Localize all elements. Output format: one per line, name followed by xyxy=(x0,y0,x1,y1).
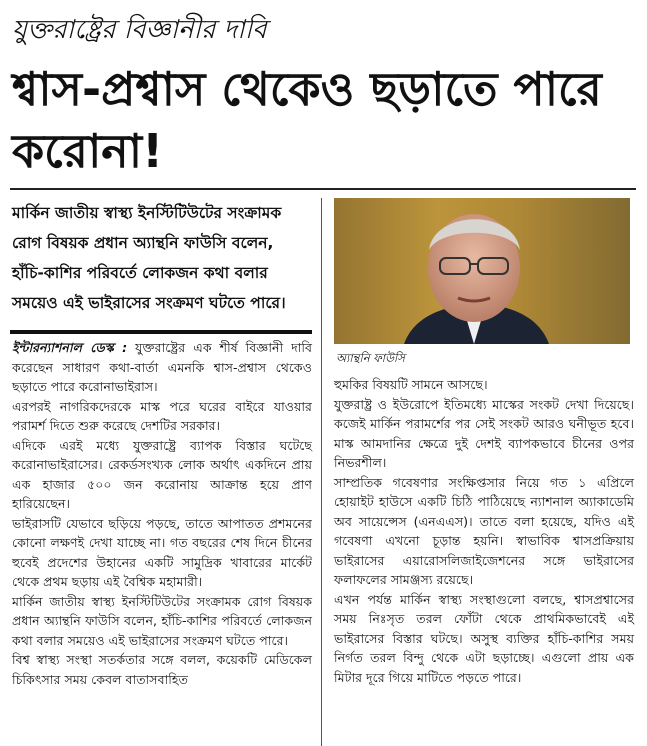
portrait-illustration xyxy=(334,198,630,344)
byline: ইন্টারন্যাশনাল ডেস্ক : xyxy=(12,340,128,355)
paragraph: বিশ্ব স্বাস্থ্য সংস্থা সতর্কতার সঙ্গে বলল, কয়েকটি মেডিকেল চিকিৎসার সময় কেবল বাতাসবাহিত xyxy=(12,652,312,687)
paragraph: হুমকির বিষয়টি সামনে আসছে। xyxy=(334,377,488,392)
portrait-photo xyxy=(334,198,630,344)
photo-caption: অ্যান্থনি ফাউসি xyxy=(336,351,405,365)
lead-summary: মার্কিন জাতীয় স্বাস্থ্য ইনস্টিটিউটের সংক্রামক রোগ বিষয়ক প্রধান অ্যান্থনি ফাউসি বলেন, হাঁচি-কাশির পরিবর্তে লোকজন কথা বলার সময়েও এই ভাইরাসের সংক্রমণ ঘটতে পারে। xyxy=(12,204,286,312)
column-divider xyxy=(321,198,322,746)
paragraph: এদিকে এরই মধ্যে যুক্তরাষ্ট্রে ব্যাপক বিস্তার ঘটেছে করোনাভাইরাসের। রেকর্ডসংখ্যক লোক অর্থাৎ একদিনে প্রায় এক হাজার ৫০০ জন করোনায় আক্রান্ত হয়ে প্রাণ হারিয়েছেন। xyxy=(12,437,312,511)
paragraph: সাম্প্রতিক গবেষণার সংক্ষিপ্তসার নিয়ে গত ১ এপ্রিলে হোয়াইট হাউসে একটি চিঠি পাঠিয়েছে ন্যাশনাল অ্যাকাডেমি অব সায়েন্সেস (এনএএস)। তাতে বলা হয়েছে, যদিও এই গবেষণা এখনো চূড়ান্ত হয়নি। স্বাভাবিক শ্বাসপ্রক্রিয়ায় ভাইরাসের এয়ারোসলিজাইজেশনের সঙ্গে ভাইরাসের ফলাফলের সামঞ্জস্য রয়েছে। xyxy=(334,474,634,587)
paragraph: ভাইরাসটি যেভাবে ছড়িয়ে পড়ছে, তাতে আপাতত প্রশমনের কোনো লক্ষণই দেখা যাচ্ছে না। গত বছরের শেষ দিনে চীনের হুবেই প্রদেশের উহানের একটি সামুদ্রিক খাবারের মার্কেট থেকে প্রথম ছড়ায় এই বৈশ্বিক মহামারী। xyxy=(12,515,312,589)
headline: শ্বাস-প্রশ্বাস থেকেও ছড়াতে পারে করোনা! xyxy=(12,62,602,178)
lead-divider xyxy=(10,330,312,334)
headline-divider xyxy=(10,188,636,190)
kicker: যুক্তরাষ্ট্রের বিজ্ঞানীর দাবি xyxy=(12,15,267,45)
paragraph: এখন পর্যন্ত মার্কিন স্বাস্থ্য সংস্থাগুলো বলছে, শ্বাসপ্রশ্বাসের সময় নিঃসৃত তরল ফোঁটা থেকে প্রাথমিকভাবেই এই ভাইরাসের বিস্তার ঘটছে। অসুস্থ ব্যক্তির হাঁচি-কাশির সময় নির্গত তরল বিন্দু থেকে এটা ছড়াচ্ছে। এগুলো প্রায় এক মিটার দূরে গিয়ে মাটিতে পড়তে পারে। xyxy=(334,591,634,685)
paragraph: যুক্তরাষ্ট্র ও ইউরোপে ইতিমধ্যে মাস্কের সংকট দেখা দিয়েছে। কজেই মার্কিন পরামর্শের পর সেই সংকট আরও ঘনীভূত হবে। মাস্ক আমদানির ক্ষেত্রে দুই দেশই ব্যাপকভাবে চীনের ওপর নিভরশীল। xyxy=(334,396,634,470)
article-column-right xyxy=(334,375,634,687)
paragraph: মার্কিন জাতীয় স্বাস্থ্য ইনস্টিটিউটের সংক্রামক রোগ বিষয়ক প্রধান অ্যান্থনি ফাউসি বলেন, হাঁচি-কাশির পরিবর্তে লোকজন কথা বলার সময়েও এই ভাইরাসের সংক্রমণ ঘটতে পারে। xyxy=(12,593,312,648)
article-column-left xyxy=(12,338,312,689)
paragraph xyxy=(12,338,312,397)
paragraph: এরপরই নাগরিকদেরকে মাস্ক পরে ঘরের বাইরে যাওয়ার পরামর্শ দিতে শুরু করেছে দেশটির সরকার। xyxy=(12,398,312,433)
paragraph-text: যুক্তরাষ্ট্রের এক শীর্ষ বিজ্ঞানী দাবি করেছেন সাধারণ কথা-বার্তা এমনকি শ্বাস-প্রশ্বাস থেকেও ছড়াতে পারে করোনাভাইরাস। xyxy=(12,340,312,394)
